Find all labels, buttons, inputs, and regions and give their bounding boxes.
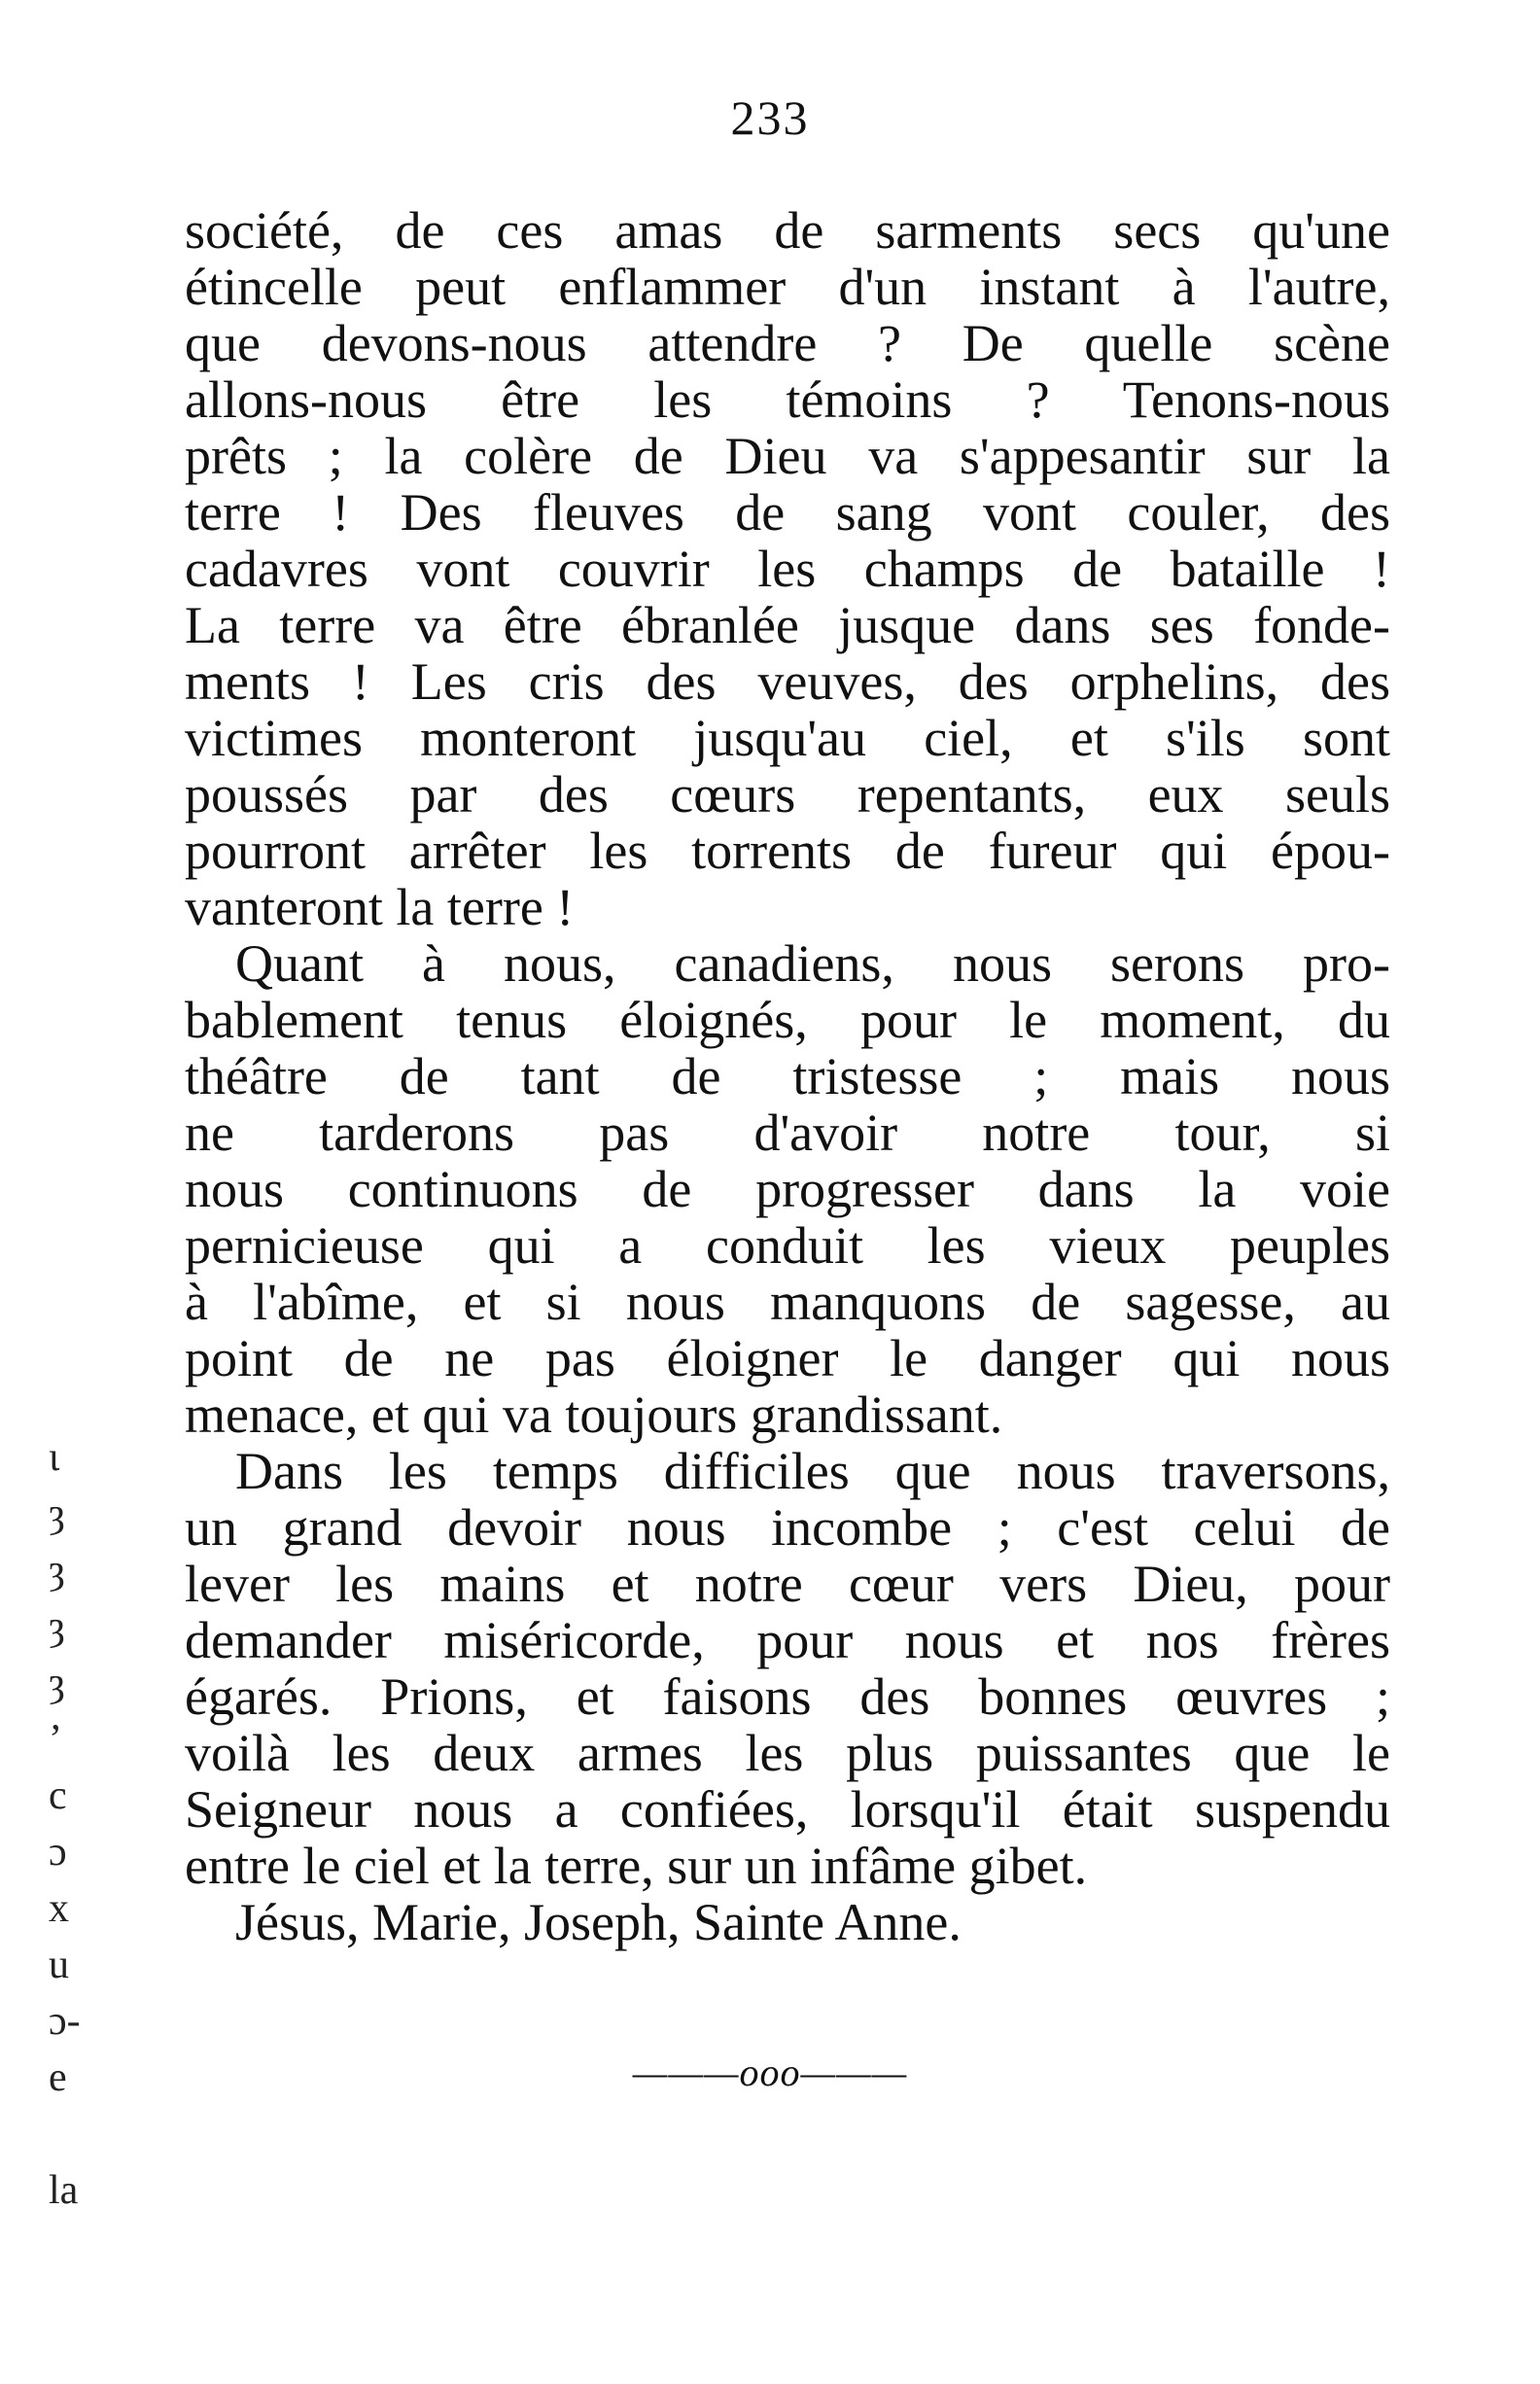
text-line: voilà les deux armes les plus puissantes que le — [185, 1724, 1390, 1782]
text-line: victimes monteront jusqu'au ciel, et s'ils sont — [185, 709, 1390, 767]
text-line: nous continuons de progresser dans la voie — [185, 1160, 1390, 1218]
text-line: un grand devoir nous incombe ; c'est celui de — [185, 1498, 1390, 1557]
paragraph — [185, 1894, 1390, 1950]
text-line: La terre va être ébranlée jusque dans ses fonde- — [185, 596, 1390, 654]
text-line: égarés. Prions, et faisons des bonnes œuvres ; — [185, 1667, 1390, 1726]
text-line: pourront arrêter les torrents de fureur qui épou- — [185, 822, 1390, 880]
text-line: Dans les temps difficiles que nous traversons, — [235, 1442, 1390, 1500]
margin-glyph: ɩ — [49, 1435, 60, 1480]
margin-glyph: ȝ — [49, 1491, 65, 1536]
margin-glyph: x — [49, 1886, 69, 1931]
text-line: vanteront la terre ! — [185, 878, 575, 936]
margin-glyph — [49, 2106, 156, 2162]
text-line: étincelle peut enflammer d'un instant à l'autre, — [185, 258, 1390, 316]
text-line: ne tarderons pas d'avoir notre tour, si — [185, 1104, 1390, 1162]
margin-glyph: ʼ — [49, 1717, 62, 1762]
margin-glyph: u — [49, 1943, 69, 1987]
text-line: bablement tenus éloignés, pour le moment, du — [185, 991, 1390, 1049]
section-separator: ———ooo——— — [632, 2051, 908, 2094]
margin-glyph: la — [49, 2168, 79, 2213]
text-line: point de ne pas éloigner le danger qui nous — [185, 1329, 1390, 1387]
text-line: cadavres vont couvrir les champs de bataille ! — [185, 540, 1390, 598]
text-line: Jésus, Marie, Joseph, Sainte Anne. — [235, 1893, 962, 1951]
text-line: Quant à nous, canadiens, nous serons pro- — [235, 934, 1390, 993]
text-line: menace, et qui va toujours grandissant. — [185, 1385, 1003, 1444]
text-line: poussés par des cœurs repentants, eux seuls — [185, 765, 1390, 824]
margin-glyph: c — [49, 1773, 67, 1818]
text-line: demander miséricorde, pour nous et nos frères — [185, 1611, 1390, 1669]
text-line: à l'abîme, et si nous manquons de sagesse, au — [185, 1273, 1390, 1331]
text-line: ments ! Les cris des veuves, des orphelins, des — [185, 652, 1390, 711]
margin-glyph: ȝ — [49, 1548, 65, 1593]
text-line: entre le ciel et la terre, sur un infâme gibet. — [185, 1837, 1088, 1895]
text-line: que devons-nous attendre ? De quelle scène — [185, 314, 1390, 372]
text-line: société, de ces amas de sarments secs qu'une — [185, 201, 1390, 260]
text-line: terre ! Des fleuves de sang vont couler, des — [185, 483, 1390, 542]
margin-glyph: ȝ — [49, 1661, 65, 1705]
paragraph — [185, 202, 1390, 935]
page-number: 233 — [730, 90, 810, 145]
text-line: prêts ; la colère de Dieu va s'appesantir sur la — [185, 427, 1390, 485]
margin-glyph: ȝ — [49, 1604, 65, 1649]
paragraph — [185, 935, 1390, 1443]
text-line: théâtre de tant de tristesse ; mais nous — [185, 1047, 1390, 1105]
paragraph — [185, 1443, 1390, 1894]
body-text — [185, 202, 1390, 1950]
text-line: pernicieuse qui a conduit les vieux peuples — [185, 1216, 1390, 1275]
margin-glyph: ɔ — [49, 1830, 67, 1875]
text-line: lever les mains et notre cœur vers Dieu, pour — [185, 1555, 1390, 1613]
margin-glyph: ɔ- — [49, 1999, 81, 2044]
text-line: allons-nous être les témoins ? Tenons-nous — [185, 370, 1390, 429]
margin-glyph: e — [49, 2055, 67, 2100]
text-line: Seigneur nous a confiées, lorsqu'il était suspendu — [185, 1780, 1390, 1839]
margin-bleed-through — [49, 1429, 156, 2219]
